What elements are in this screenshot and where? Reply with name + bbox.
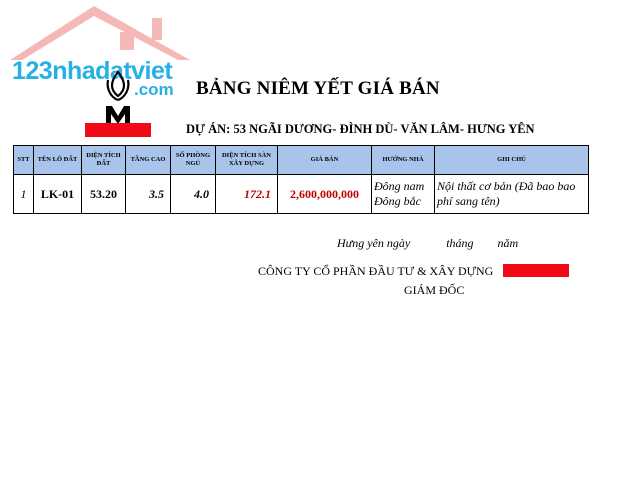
company-name: CÔNG TY CỔ PHẦN ĐẦU TƯ & XÂY DỰNG <box>258 264 494 278</box>
cell-so-phong: 4.0 <box>171 175 216 214</box>
col-ghi-chu: GHI CHÚ <box>435 146 589 175</box>
cell-tang-cao: 3.5 <box>126 175 171 214</box>
date-month: tháng <box>446 236 474 250</box>
cell-huong <box>372 175 435 214</box>
date-line <box>337 236 518 251</box>
cell-ten-lo: LK-01 <box>34 175 82 214</box>
project-name: DỰ ÁN: 53 NGÃI DƯƠNG- ĐÌNH DÙ- VĂN LÂM- HƯNG YÊN <box>186 122 535 136</box>
col-ten-lo: TÊN LÔ ĐẤT <box>34 146 82 175</box>
col-stt: STT <box>14 146 34 175</box>
huong-line-2: Đông bắc <box>374 194 421 208</box>
date-place: Hưng yên ngày <box>337 236 411 250</box>
col-gia-ban: GIÁ BÁN <box>278 146 372 175</box>
cell-dien-tich: 53.20 <box>82 175 126 214</box>
cell-ghi-chu: Nội thất cơ bản (Đã bao bao phí sang tên) <box>435 175 589 214</box>
redaction-bar <box>503 264 569 277</box>
watermark-logo <box>2 2 198 102</box>
huong-line-1: Đông nam <box>374 179 425 193</box>
cell-stt: 1 <box>14 175 34 214</box>
date-year: năm <box>497 236 519 250</box>
redaction-bar <box>85 123 151 137</box>
price-table <box>13 145 589 214</box>
watermark-brand: 123nhadatviet <box>12 57 173 85</box>
company-logo-icon <box>104 68 132 126</box>
col-tang-cao: TẦNG CAO <box>126 146 171 175</box>
cell-dt-san: 172.1 <box>216 175 278 214</box>
page-title: BẢNG NIÊM YẾT GIÁ BÁN <box>196 78 440 99</box>
col-so-phong: SỐ PHÒNG NGỦ <box>171 146 216 175</box>
col-dien-tich: DIỆN TÍCH ĐẤT <box>82 146 126 175</box>
col-huong: HƯỚNG NHÀ <box>372 146 435 175</box>
col-dt-san: DIỆN TÍCH SÀN XÂY DỰNG <box>216 146 278 175</box>
director-title: GIÁM ĐỐC <box>404 283 465 297</box>
watermark-domain: .com <box>134 80 174 99</box>
table-row <box>14 175 589 214</box>
table-header-row <box>14 146 589 175</box>
cell-gia-ban: 2,600,000,000 <box>278 175 372 214</box>
